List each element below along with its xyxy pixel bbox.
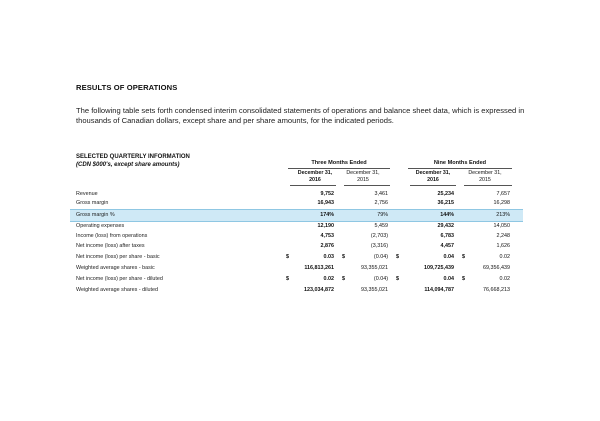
cell: 3,461: [374, 191, 388, 197]
row-label: Revenue: [76, 191, 98, 197]
currency-symbol: $: [396, 276, 399, 282]
cell: 16,298: [493, 200, 510, 206]
section-heading: RESULTS OF OPERATIONS: [76, 83, 178, 92]
cell: 5,459: [374, 223, 388, 229]
currency-symbol: $: [342, 276, 345, 282]
cell: 12,190: [317, 223, 334, 229]
row-label: Net income (loss) per share - basic: [76, 254, 160, 260]
currency-symbol: $: [462, 254, 465, 260]
row-label: Gross margin %: [76, 212, 115, 218]
cell: 0.04: [443, 254, 454, 260]
table-row: [0, 263, 600, 274]
col-year: 2016: [309, 177, 321, 183]
group-header-three-months: Three Months Ended: [311, 160, 367, 166]
table-row: [0, 285, 600, 296]
cell: 114,094,787: [424, 287, 454, 293]
cell: 6,783: [440, 233, 454, 239]
col-rule: [410, 185, 456, 186]
cell: 109,725,439: [424, 265, 454, 271]
cell: 36,215: [437, 200, 454, 206]
currency-symbol: $: [286, 276, 289, 282]
col-date: December 31,: [297, 170, 333, 176]
col-header-ytd-2016: [404, 170, 462, 184]
row-label: Weighted average shares - diluted: [76, 287, 159, 293]
col-header-q-2015: [334, 170, 392, 184]
cell: 174%: [320, 212, 334, 218]
cell: 0.02: [323, 276, 334, 282]
group-rule-nine-months: [408, 168, 512, 169]
cell: 123,034,872: [304, 287, 334, 293]
cell: 0.03: [323, 254, 334, 260]
col-year: 2015: [357, 177, 369, 183]
col-year: 2015: [479, 177, 491, 183]
cell: 2,756: [374, 200, 388, 206]
cell: (0.04): [373, 254, 388, 260]
cell: 69,356,439: [483, 265, 510, 271]
cell: 1,626: [496, 243, 510, 249]
row-label: Weighted average shares - basic: [76, 265, 155, 271]
col-rule: [344, 185, 390, 186]
cell: 7,657: [496, 191, 510, 197]
col-date: December 31,: [415, 170, 451, 176]
currency-symbol: $: [342, 254, 345, 260]
table-row: [0, 231, 600, 242]
col-header-ytd-2015: [456, 170, 514, 184]
row-label: Gross margin: [76, 200, 109, 206]
row-label: Net income (loss) after taxes: [76, 243, 145, 249]
cell: 76,668,213: [483, 287, 510, 293]
row-label: Operating expenses: [76, 223, 125, 229]
cell: (2,703): [370, 233, 388, 239]
currency-symbol: $: [396, 254, 399, 260]
cell: 14,050: [493, 223, 510, 229]
cell: (3,316): [370, 243, 388, 249]
table-row: [0, 274, 600, 285]
cell: 0.04: [443, 276, 454, 282]
cell: 93,355,021: [361, 265, 388, 271]
cell: 29,432: [437, 223, 454, 229]
cell: (0.04): [373, 276, 388, 282]
currency-symbol: $: [462, 276, 465, 282]
cell: 4,753: [320, 233, 334, 239]
cell: 116,813,261: [304, 265, 334, 271]
cell: 79%: [377, 212, 388, 218]
table-title: SELECTED QUARTERLY INFORMATION: [76, 154, 190, 160]
intro-paragraph: The following table sets forth condensed interim consolidated statements of operations and balance sheet data, which is expressed in thousands of Canadian dollars, except share and per share amounts, for the indicated periods.: [76, 106, 525, 125]
table-row: [0, 221, 600, 232]
table-subtitle: (CDN $000's, except share amounts): [76, 161, 180, 168]
cell: 2,876: [320, 243, 334, 249]
group-header-nine-months: Nine Months Ended: [433, 160, 487, 166]
currency-symbol: $: [286, 254, 289, 260]
cell: 4,457: [440, 243, 454, 249]
table-row: [0, 241, 600, 252]
col-date: December 31,: [468, 170, 502, 176]
cell: 0.02: [499, 276, 510, 282]
cell: 144%: [440, 212, 454, 218]
col-rule: [290, 185, 336, 186]
cell: 25,234: [437, 191, 454, 197]
col-date: December 31,: [346, 170, 380, 176]
table-row: [0, 252, 600, 263]
cell: 16,943: [317, 200, 334, 206]
row-label: Net income (loss) per share - diluted: [76, 276, 163, 282]
cell: 93,355,021: [361, 287, 388, 293]
group-rule-three-months: [288, 168, 390, 169]
cell: 9,752: [320, 191, 334, 197]
col-rule: [464, 185, 512, 186]
table-title-block: [76, 154, 190, 169]
row-label: Income (loss) from operations: [76, 233, 148, 239]
cell: 213%: [496, 212, 510, 218]
table-row-highlighted: [70, 209, 523, 222]
col-year: 2016: [427, 177, 439, 183]
table-row: [0, 198, 600, 209]
cell: 2,248: [496, 233, 510, 239]
cell: 0.02: [499, 254, 510, 260]
